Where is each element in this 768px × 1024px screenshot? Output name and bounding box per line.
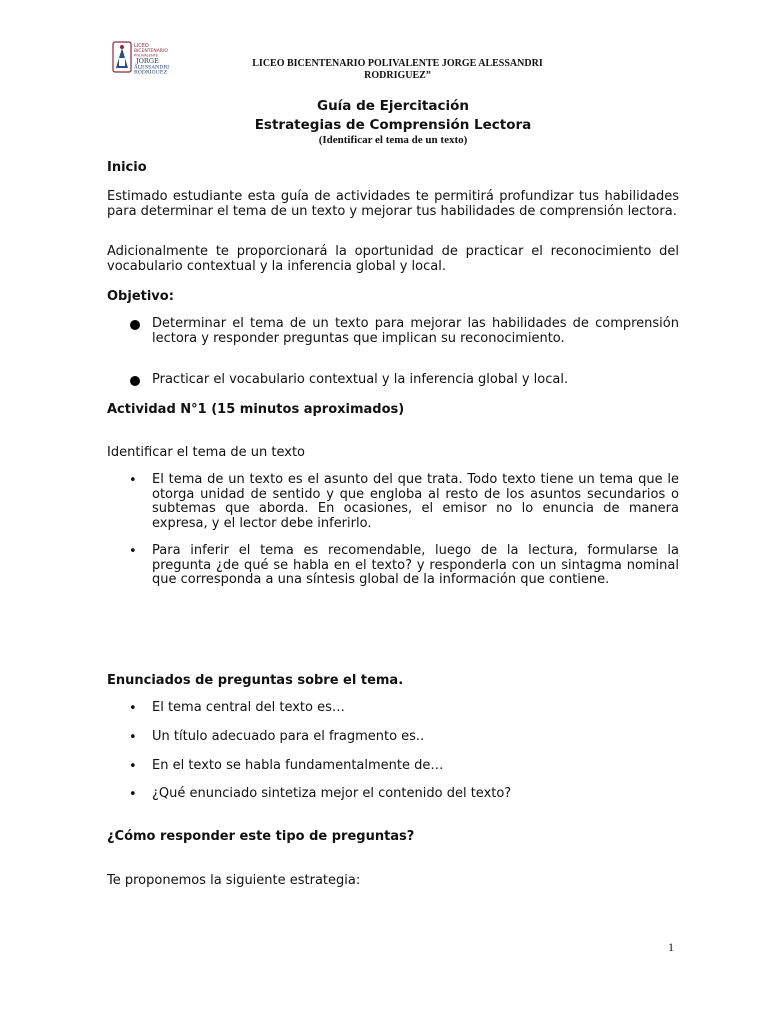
actividad-heading: Actividad N°1 (15 minutos aproximados) <box>107 402 405 417</box>
bullet-mark: • <box>129 473 137 488</box>
guide-title: Guía de Ejercitación <box>316 98 470 114</box>
objetivo-item-1: Determinar el tema de un texto para mejorar las habilidades de comprensión lectora y responder preguntas que implican su reconocimiento. <box>152 316 679 346</box>
actividad-item-2: Para inferir el tema es recomendable, luego de la lectura, formularse la pregunta ¿de qué se habla en el texto? y responderla con un sintagma nominal que corresponda a una síntesis global de la información que contiene. <box>152 543 679 587</box>
inicio-heading: Inicio <box>107 160 147 175</box>
inicio-paragraph-1: Estimado estudiante esta guía de actividades te permitirá profundizar tus habilidades para determinar el tema de un texto y mejorar tus habilidades de comprensión lectora. <box>107 189 679 219</box>
logo-text-3: POLIVALENTE <box>134 53 159 58</box>
responder-heading: ¿Cómo responder este tipo de preguntas? <box>107 829 415 844</box>
school-name-line1: LICEO BICENTENARIO POLIVALENTE JORGE ALESSANDRI <box>252 58 543 69</box>
logo-text-5: ALESSANDRI <box>134 64 170 71</box>
enunciados-heading: Enunciados de preguntas sobre el tema. <box>107 673 404 688</box>
logo-text-4: JORGE <box>136 57 159 65</box>
school-logo <box>112 40 194 76</box>
enunciado-item-3: En el texto se habla fundamentalmente de… <box>152 758 444 773</box>
guide-subtitle: Estrategias de Comprensión Lectora <box>254 117 532 133</box>
page-number: 1 <box>668 940 674 954</box>
actividad-item-1: El tema de un texto es el asunto del que trata. Todo texto tiene un tema que le otorga unidad de sentido y que engloba al resto de los asuntos secundarios o subtemas que aborda. En ocasiones, el emisor no lo enuncia de manera expresa, y el lector debe inferirlo. <box>152 472 679 531</box>
objetivo-heading: Objetivo: <box>107 289 174 304</box>
logo-text-6: RODRIGUEZ <box>134 69 167 76</box>
bullet-mark: • <box>129 544 137 559</box>
responder-text: Te proponemos la siguiente estrategia: <box>107 873 361 888</box>
inicio-paragraph-2: Adicionalmente te proporcionará la oportunidad de practicar el reconocimiento del vocabulario contextual y la inferencia global y local. <box>107 244 679 274</box>
school-name <box>200 58 595 82</box>
bullet-mark: • <box>129 787 137 802</box>
bullet-dot <box>130 320 140 330</box>
enunciado-item-2: Un título adecuado para el fragmento es.. <box>152 729 425 744</box>
bullet-mark: • <box>129 759 137 774</box>
enunciado-item-1: El tema central del texto es… <box>152 700 345 715</box>
bullet-mark: • <box>129 701 137 716</box>
bullet-dot <box>130 376 140 386</box>
objetivo-item-2: Practicar el vocabulario contextual y la inferencia global y local. <box>152 372 569 387</box>
logo-text-2: BICENTENARIO <box>134 49 168 54</box>
bullet-mark: • <box>129 730 137 745</box>
enunciado-item-4: ¿Qué enunciado sintetiza mejor el contenido del texto? <box>152 786 512 801</box>
guide-topic: (Identificar el tema de un texto) <box>318 134 468 146</box>
school-name-line2: RODRIGUEZ” <box>364 70 431 81</box>
actividad-intro: Identificar el tema de un texto <box>107 445 306 460</box>
logo-text-1: LICEO <box>134 43 149 49</box>
